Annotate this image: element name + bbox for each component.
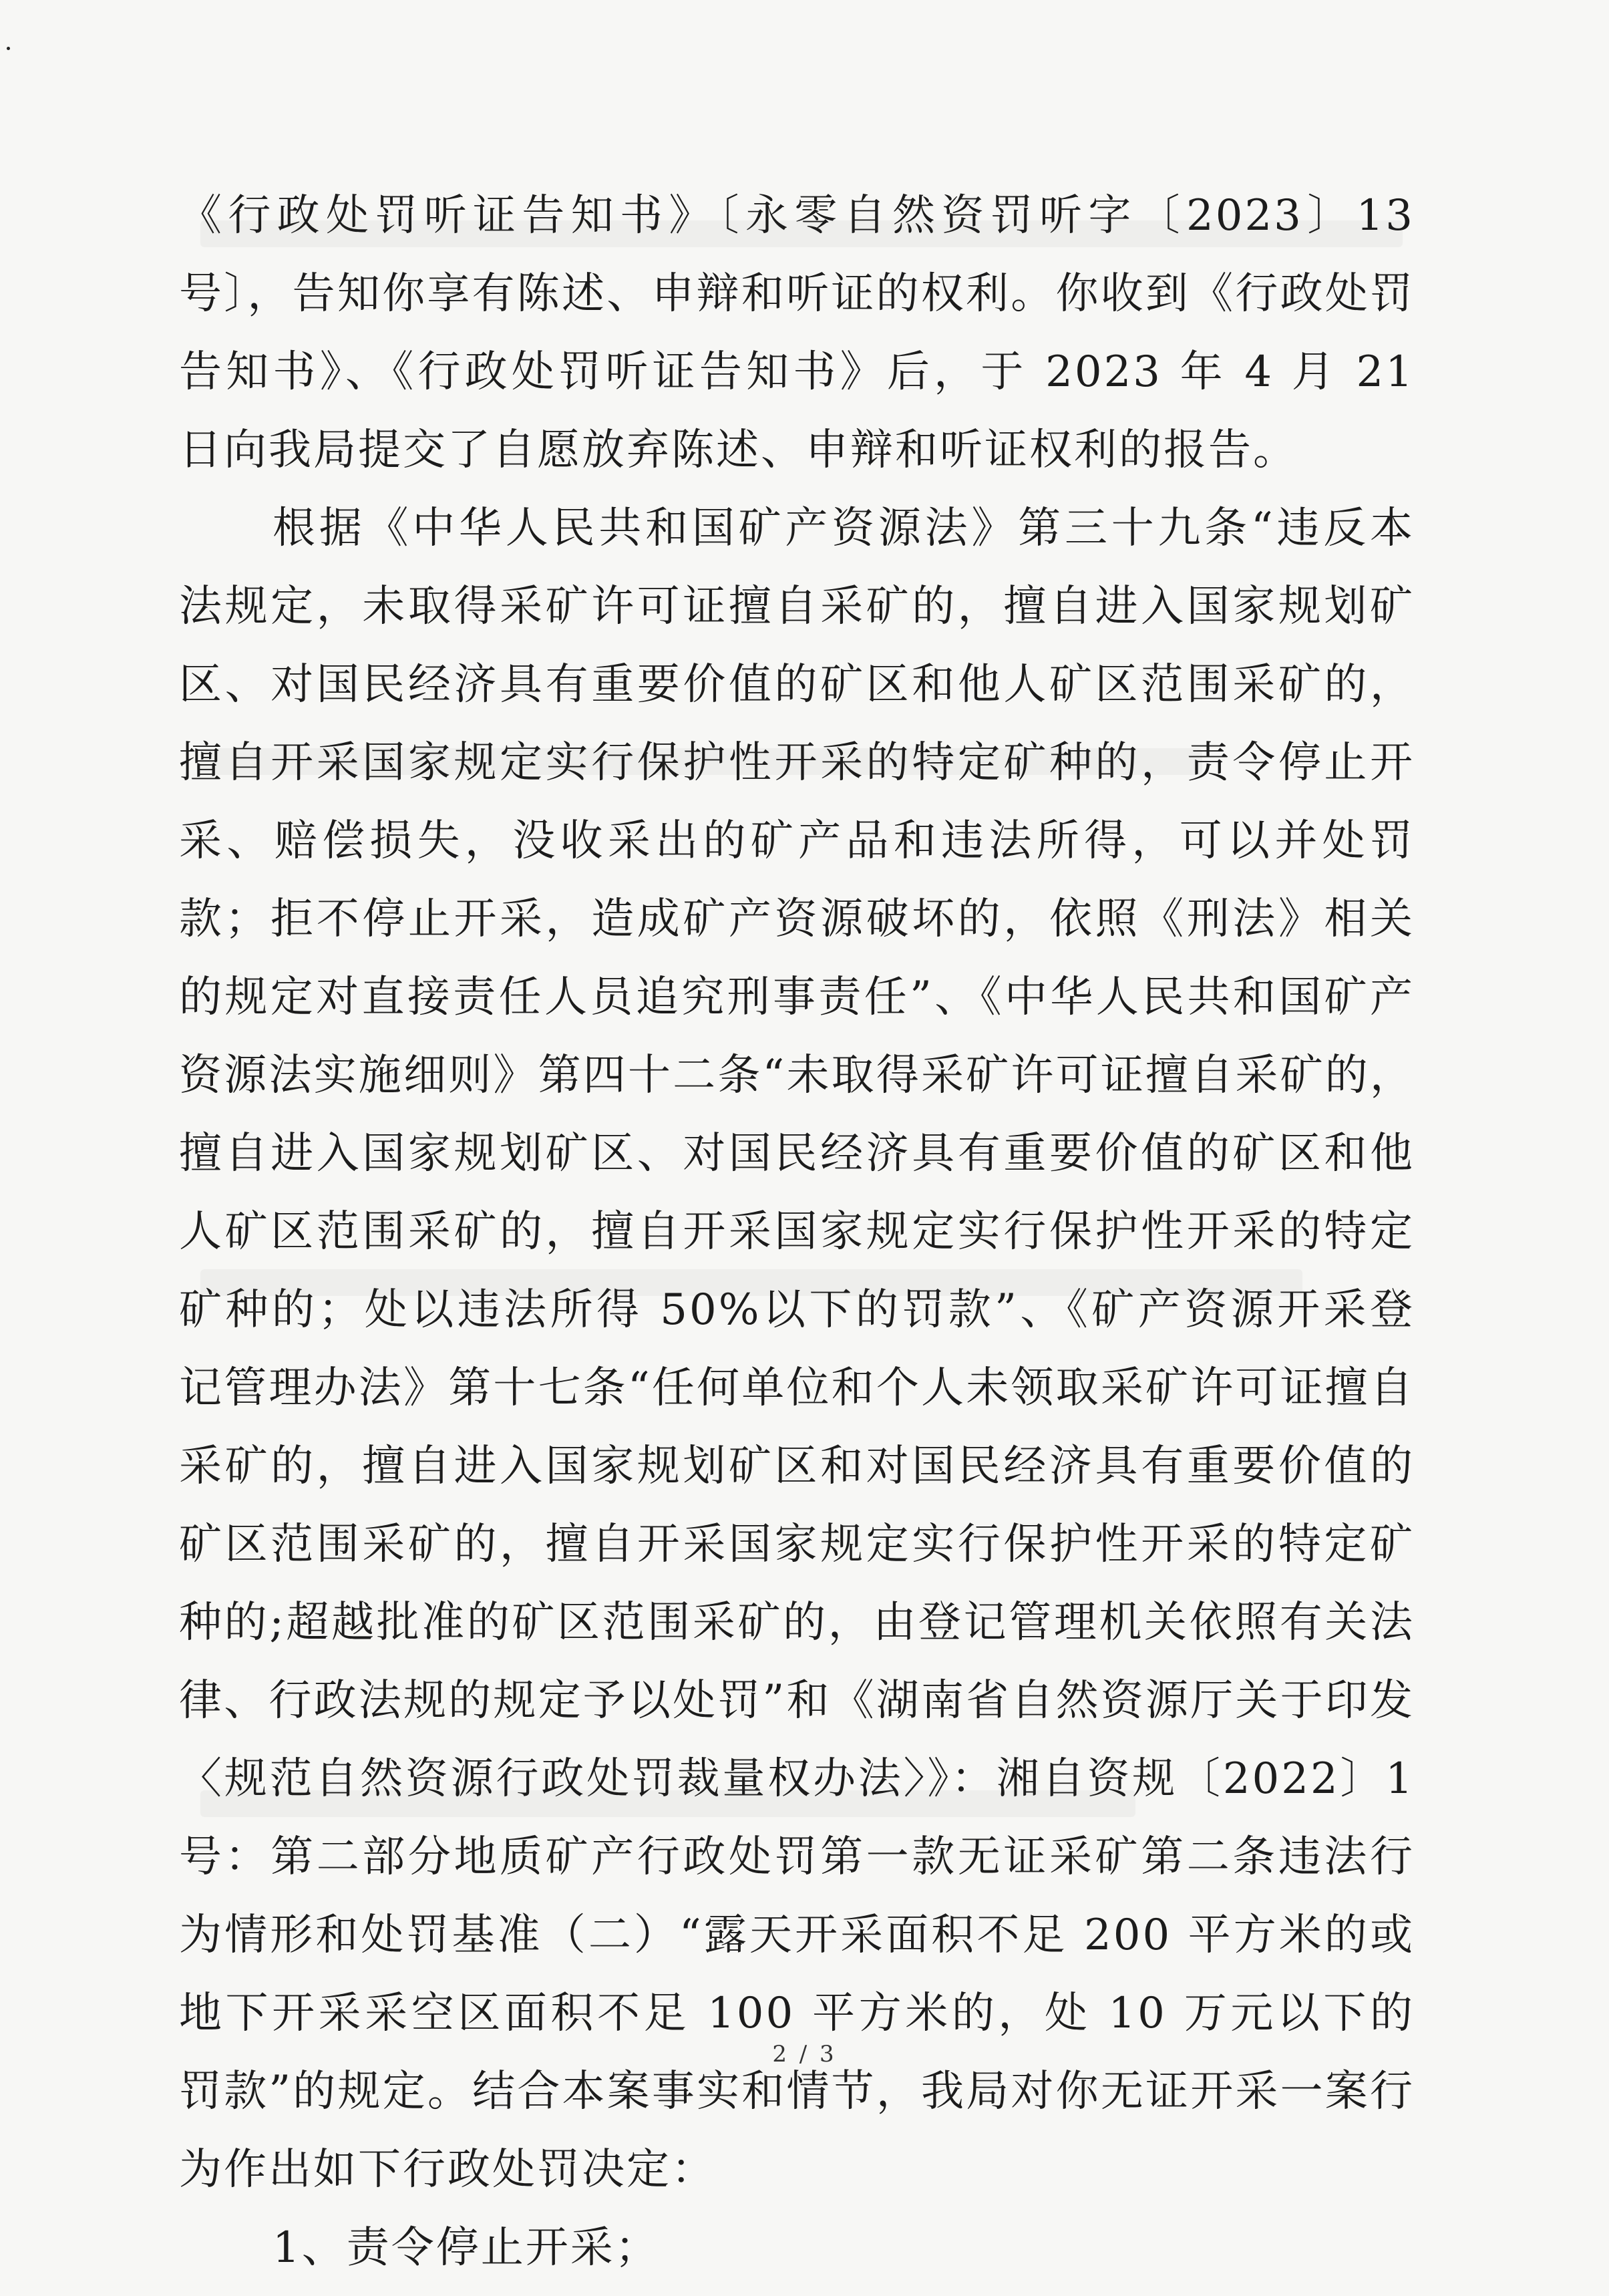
page-number: 2 / 3 bbox=[772, 2041, 837, 2068]
paragraph-hearing-notice: 《行政处罚听证告知书》〔永零自然资罚听字〔2023〕13 号〕，告知你享有陈述、申辩和听证的权利。你收到《行政处罚告知书》、《行政处罚听证告知书》后，于 2023 年 4 月 21 日向我局提交了自愿放弃陈述、申辩和听证权利的报告。 bbox=[179, 191, 1415, 475]
document-body bbox=[179, 177, 1415, 2287]
penalty-item-1: 1、责令停止开采； bbox=[273, 2223, 660, 2273]
paragraph-legal-basis: 根据《中华人民共和国矿产资源法》第三十九条“违反本法规定，未取得采矿许可证擅自采矿的，擅自进入国家规划矿区、对国民经济具有重要价值的矿区和他人矿区范围采矿的，擅自开采国家规定实行保护性开采的特定矿种的，责令停止开采、赔偿损失，没收采出的矿产品和违法所得，可以并处罚款；拒不停止开采，造成矿产资源破坏的，依照《刑法》相关的规定对直接责任人员追究刑事责任”、《中华人民共和国矿产资源法实施细则》第四十二条“未取得采矿许可证擅自采矿的，擅自进入国家规划矿区、对国民经济具有重要价值的矿区和他人矿区范围采矿的，擅自开采国家规定实行保护性开采的特定矿种的；处以违法所得 50%以下的罚款”、《矿产资源开采登记管理办法》第十七条“任何单位和个人未领取采矿许可证擅自采矿的，擅自进入国家规划矿区和对国民经济具有重要价值的矿区范围采矿的，擅自开采国家规定实行保护性开采的特定矿种的;超越批准的矿区范围采矿的，由登记管理机关依照有关法律、行政法规的规定予以处罚”和《湖南省自然资源厅关于印发〈规范自然资源行政处罚裁量权办法〉》：湘自资规〔2022〕1 号：第二部分地质矿产行政处罚第一款无证采矿第二条违法行为情形和处罚基准（二）“露天开采面积不足 200 平方米的或地下开采采空区面积不足 100 平方米的，处 10 万元以下的罚款”的规定。结合本案事实和情节，我局对你无证开采一案行为作出如下行政处罚决定： bbox=[179, 504, 1415, 2194]
scan-speck bbox=[7, 47, 10, 50]
